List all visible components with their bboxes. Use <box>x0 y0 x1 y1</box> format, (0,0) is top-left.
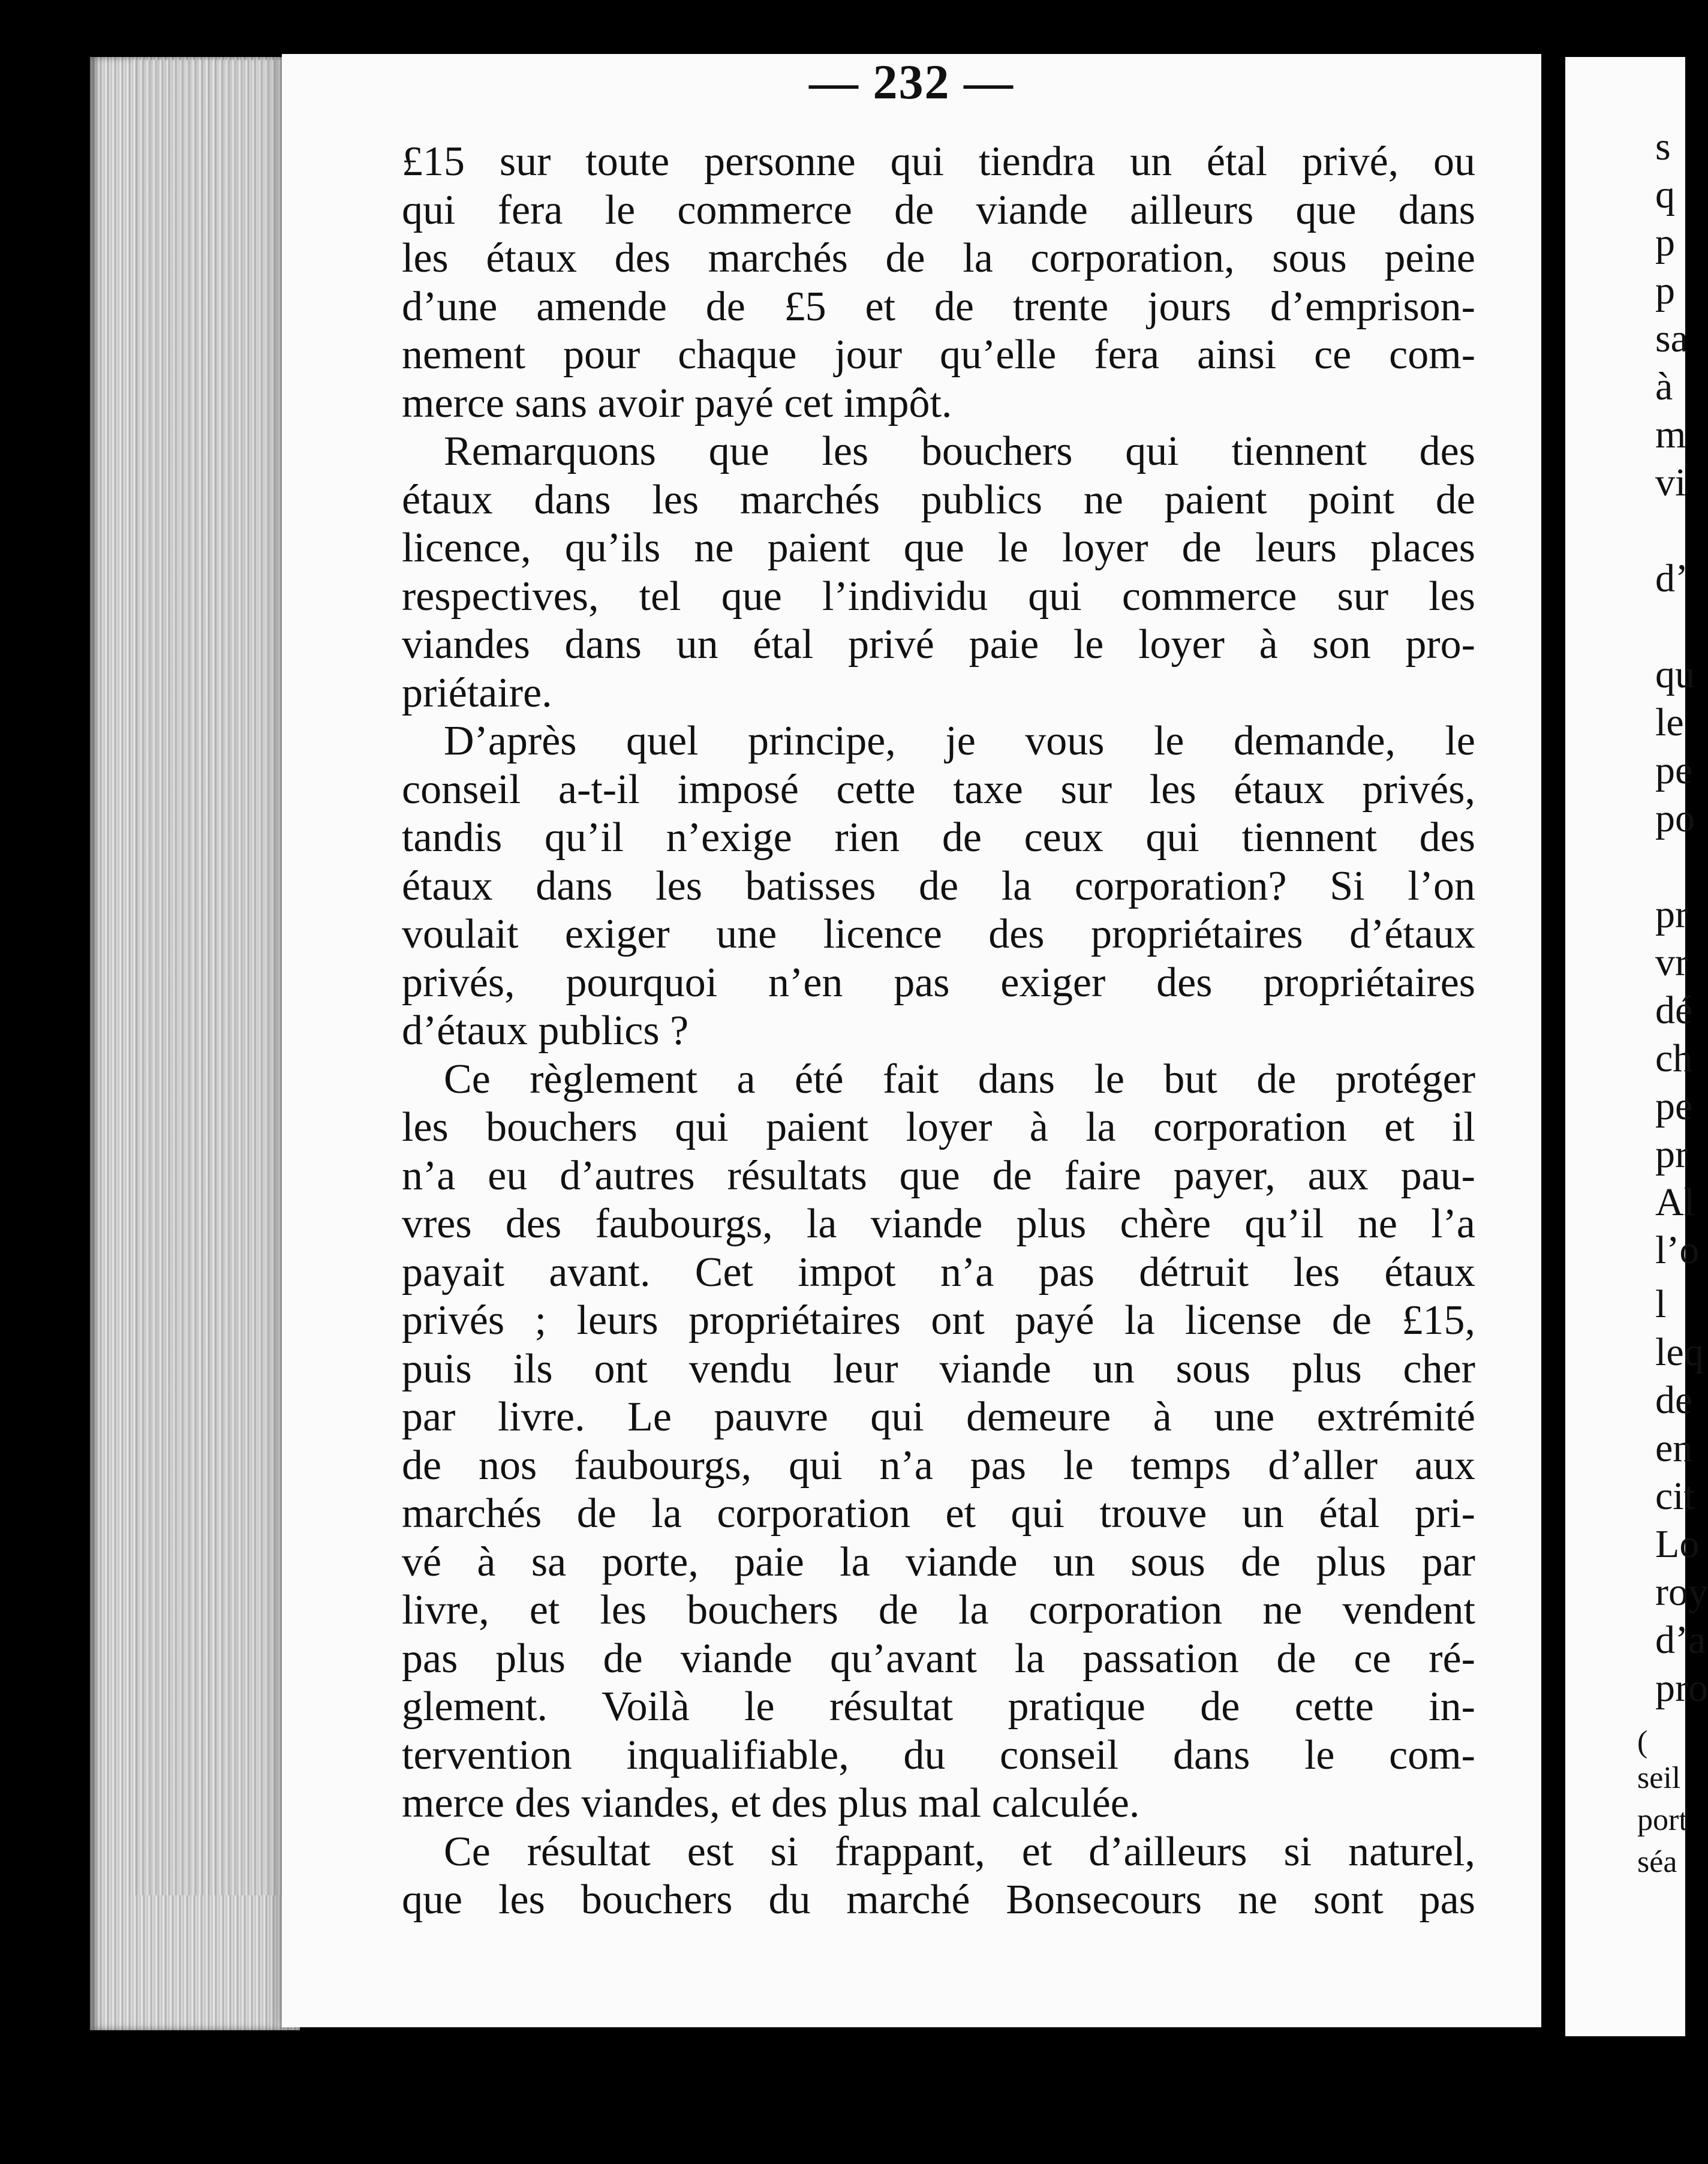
text-line: n’a eu d’autres résultats que de faire payer, aux pau- <box>402 1152 1475 1199</box>
text-line: d’étaux publics ? <box>402 1008 689 1054</box>
adjacent-page-fragment: leq <box>1655 1330 1704 1374</box>
adjacent-page-fragment: pr <box>1655 892 1688 936</box>
text-line: payait avant. Cet impot n’a pas détruit les étaux <box>402 1249 1475 1296</box>
text-line: viandes dans un étal privé paie le loyer à son pro- <box>402 621 1475 668</box>
text-line: conseil a-t-il imposé cette taxe sur les étaux privés, <box>402 766 1475 813</box>
text-line: qui fera le commerce de viande ailleurs que dans <box>402 187 1475 233</box>
text-line: par livre. Le pauvre qui demeure à une extrémité <box>402 1394 1475 1440</box>
adjacent-page-fragment: cit <box>1655 1474 1695 1518</box>
text-line: glement. Voilà le résultat pratique de cette in- <box>402 1684 1475 1730</box>
adjacent-page-fragment: pro <box>1655 1666 1708 1710</box>
text-line: vé à sa porte, paie la viande un sous de plus par <box>402 1538 1475 1585</box>
adjacent-page-fragment: pe <box>1655 749 1693 792</box>
adjacent-page-fragment: le <box>1655 701 1684 744</box>
adjacent-page-fragment: d’ <box>1655 557 1688 600</box>
text-line: priétaire. <box>402 669 552 716</box>
text-line: Ce résultat est si frappant, et d’ailleurs si naturel, <box>444 1828 1475 1875</box>
adjacent-page-fragment: s <box>1655 125 1671 169</box>
adjacent-page-fragment: pr <box>1655 1132 1688 1176</box>
text-line: les bouchers qui paient loyer à la corporation et il <box>402 1104 1475 1150</box>
adjacent-page-fragment: de <box>1655 1378 1693 1422</box>
adjacent-page-fragment: ch <box>1655 1036 1693 1080</box>
adjacent-page <box>1565 57 1708 2036</box>
adjacent-page-fragment: seil <box>1637 1761 1681 1795</box>
adjacent-page-fragment: Lo <box>1655 1522 1700 1566</box>
adjacent-page-fragment: d’a <box>1655 1618 1706 1662</box>
adjacent-page-fragment: dé <box>1655 988 1693 1032</box>
adjacent-page-fragment: roy <box>1655 1570 1708 1614</box>
adjacent-page-fragment: sa <box>1655 317 1688 360</box>
book-page <box>282 54 1541 2027</box>
text-line: de nos faubourgs, qui n’a pas le temps d’aller aux <box>402 1442 1475 1489</box>
text-line: licence, qu’ils ne paient que le loyer de leurs places <box>402 525 1475 571</box>
adjacent-page-fragment: Al <box>1655 1180 1695 1224</box>
adjacent-page-fragment: l’o <box>1655 1228 1700 1272</box>
text-line: D’après quel principe, je vous le demande, le <box>444 718 1475 764</box>
adjacent-page-fragment: port <box>1637 1803 1688 1837</box>
text-line: livre, et les bouchers de la corporation ne vendent <box>402 1587 1475 1633</box>
adjacent-page-fragment: à <box>1655 365 1673 408</box>
adjacent-page-fragment: p <box>1655 269 1675 312</box>
adjacent-page-fragment: m <box>1655 413 1686 456</box>
text-line: respectives, tel que l’individu qui commerce sur les <box>402 573 1475 620</box>
text-line: tandis qu’il n’exige rien de ceux qui tiennent des <box>402 814 1475 861</box>
text-line: pas plus de viande qu’avant la passation de ce ré- <box>402 1635 1475 1682</box>
adjacent-page-fragment: vr <box>1655 940 1688 984</box>
text-line: Remarquons que les bouchers qui tiennent des <box>444 428 1475 474</box>
adjacent-page-fragment: pe <box>1655 1084 1693 1128</box>
text-line: que les bouchers du marché Bonsecours ne sont pas <box>402 1877 1475 1923</box>
book-page-edges-inner <box>132 60 288 1895</box>
adjacent-page-fragment: ( <box>1637 1725 1648 1759</box>
adjacent-page-fragment: qu <box>1655 653 1695 696</box>
adjacent-page-fragment: séa <box>1637 1845 1677 1879</box>
text-line: tervention inqualifiable, du conseil dans le com- <box>402 1732 1475 1778</box>
text-line: privés, pourquoi n’en pas exiger des propriétaires <box>402 959 1475 1006</box>
page-body-text <box>402 138 1475 1925</box>
text-line: étaux dans les batisses de la corporation? Si l’on <box>402 862 1475 909</box>
adjacent-page-fragment: po <box>1655 797 1695 840</box>
text-line: merce des viandes, et des plus mal calculée. <box>402 1780 1140 1826</box>
text-line: étaux dans les marchés publics ne paient point de <box>402 476 1475 523</box>
text-line: vres des faubourgs, la viande plus chère qu’il ne l’a <box>402 1201 1475 1247</box>
text-line: les étaux des marchés de la corporation, sous peine <box>402 235 1475 281</box>
text-line: Ce règlement a été fait dans le but de protéger <box>444 1056 1475 1102</box>
text-line: £15 sur toute personne qui tiendra un étal privé, ou <box>402 139 1475 185</box>
text-line: marchés de la corporation et qui trouve un étal pri- <box>402 1490 1475 1537</box>
adjacent-page-fragment: vi <box>1655 461 1686 504</box>
adjacent-page-fragment: l <box>1655 1282 1667 1326</box>
adjacent-page-fragment: q <box>1655 173 1675 217</box>
text-line: nement pour chaque jour qu’elle fera ainsi ce com- <box>402 332 1475 378</box>
text-line: puis ils ont vendu leur viande un sous plus cher <box>402 1345 1475 1392</box>
page-number: — 232 — <box>809 55 1014 109</box>
text-line: merce sans avoir payé cet impôt. <box>402 380 952 426</box>
text-line: d’une amende de £5 et de trente jours d’emprison- <box>402 283 1475 330</box>
adjacent-page-fragment: p <box>1655 221 1675 265</box>
adjacent-page-fragment: en <box>1655 1426 1693 1470</box>
text-line: voulait exiger une licence des propriétaires d’étaux <box>402 911 1475 957</box>
text-line: privés ; leurs propriétaires ont payé la license de £15, <box>402 1297 1475 1344</box>
